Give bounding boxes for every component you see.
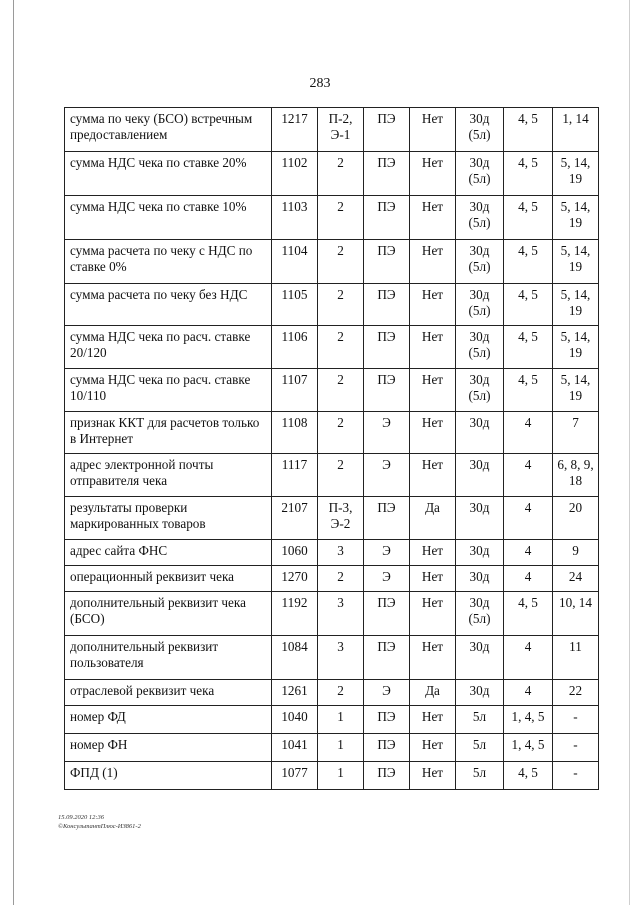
table-row [65, 108, 599, 152]
row-required: Нет [410, 566, 456, 592]
row-form: 2 [318, 566, 364, 592]
row-term: 30д (5л) [456, 284, 504, 326]
row-term: 30д (5л) [456, 152, 504, 196]
row-tag: 1105 [272, 284, 318, 326]
table-row [65, 734, 599, 762]
row-name: отраслевой реквизит чека [65, 680, 272, 706]
row-col7: 22 [553, 680, 599, 706]
row-name: результаты проверки маркированных товаров [65, 497, 272, 540]
row-tag: 1106 [272, 326, 318, 369]
row-col7: 11 [553, 636, 599, 680]
row-required: Нет [410, 734, 456, 762]
row-name: адрес сайта ФНС [65, 540, 272, 566]
row-col6: 4, 5 [504, 284, 553, 326]
row-col7: 1, 14 [553, 108, 599, 152]
row-type: ПЭ [364, 734, 410, 762]
row-col6: 4 [504, 636, 553, 680]
table-row [65, 497, 599, 540]
row-type: ПЭ [364, 497, 410, 540]
row-form: 2 [318, 240, 364, 284]
footer-source: ©КонсультантПлюс-ИЗ861-2 [58, 823, 141, 830]
row-col6: 4 [504, 497, 553, 540]
table-row [65, 706, 599, 734]
row-required: Нет [410, 540, 456, 566]
row-name: сумма НДС чека по расч. ставке 20/120 [65, 326, 272, 369]
row-required: Да [410, 680, 456, 706]
table-row [65, 240, 599, 284]
row-form: 1 [318, 734, 364, 762]
row-form: 2 [318, 196, 364, 240]
row-type: ПЭ [364, 196, 410, 240]
row-name: признак ККТ для расчетов только в Интернет [65, 412, 272, 454]
row-form: П-2, Э-1 [318, 108, 364, 152]
row-tag: 1040 [272, 706, 318, 734]
row-required: Нет [410, 762, 456, 790]
row-tag: 1217 [272, 108, 318, 152]
table-row [65, 284, 599, 326]
row-col7: 5, 14, 19 [553, 326, 599, 369]
row-type: ПЭ [364, 284, 410, 326]
row-form: 2 [318, 454, 364, 497]
table-row [65, 680, 599, 706]
row-type: Э [364, 540, 410, 566]
row-col7: 20 [553, 497, 599, 540]
row-name: сумма расчета по чеку с НДС по ставке 0% [65, 240, 272, 284]
footer-date: 15.09.2020 12:36 [58, 814, 105, 821]
row-form: 1 [318, 706, 364, 734]
row-term: 30д [456, 454, 504, 497]
table-row [65, 566, 599, 592]
row-name: сумма НДС чека по ставке 20% [65, 152, 272, 196]
row-form: 2 [318, 369, 364, 412]
row-tag: 1192 [272, 592, 318, 636]
table-body [65, 108, 599, 790]
row-col6: 4 [504, 540, 553, 566]
row-col6: 4, 5 [504, 196, 553, 240]
row-col7: - [553, 762, 599, 790]
row-tag: 1107 [272, 369, 318, 412]
row-form: 3 [318, 592, 364, 636]
row-type: ПЭ [364, 369, 410, 412]
row-form: 1 [318, 762, 364, 790]
row-required: Нет [410, 240, 456, 284]
row-col6: 4, 5 [504, 762, 553, 790]
row-form: 2 [318, 680, 364, 706]
row-term: 30д (5л) [456, 369, 504, 412]
row-col7: 5, 14, 19 [553, 284, 599, 326]
row-name: дополнительный реквизит пользователя [65, 636, 272, 680]
row-tag: 1261 [272, 680, 318, 706]
row-required: Нет [410, 326, 456, 369]
table-row [65, 454, 599, 497]
row-col7: 7 [553, 412, 599, 454]
row-term: 5л [456, 706, 504, 734]
row-name: дополнительный реквизит чека (БСО) [65, 592, 272, 636]
row-col7: - [553, 706, 599, 734]
row-form: 2 [318, 284, 364, 326]
row-required: Нет [410, 108, 456, 152]
row-type: ПЭ [364, 592, 410, 636]
row-required: Нет [410, 196, 456, 240]
row-col6: 4 [504, 566, 553, 592]
row-col6: 4, 5 [504, 152, 553, 196]
row-type: ПЭ [364, 240, 410, 284]
row-name: ФПД (1) [65, 762, 272, 790]
row-term: 30д [456, 412, 504, 454]
table-row [65, 196, 599, 240]
row-tag: 1103 [272, 196, 318, 240]
row-col6: 4 [504, 412, 553, 454]
row-type: Э [364, 454, 410, 497]
row-name: операционный реквизит чека [65, 566, 272, 592]
table-row [65, 762, 599, 790]
row-type: ПЭ [364, 326, 410, 369]
row-col7: 5, 14, 19 [553, 152, 599, 196]
row-form: П-3, Э-2 [318, 497, 364, 540]
row-col7: 5, 14, 19 [553, 196, 599, 240]
page-number: 283 [309, 76, 331, 91]
row-type: Э [364, 412, 410, 454]
row-col7: 5, 14, 19 [553, 240, 599, 284]
row-col6: 4 [504, 454, 553, 497]
row-col7: 10, 14 [553, 592, 599, 636]
row-col6: 1, 4, 5 [504, 706, 553, 734]
row-form: 2 [318, 412, 364, 454]
row-form: 2 [318, 152, 364, 196]
table-row [65, 412, 599, 454]
row-required: Нет [410, 284, 456, 326]
row-term: 30д [456, 540, 504, 566]
row-col7: 9 [553, 540, 599, 566]
row-tag: 1104 [272, 240, 318, 284]
footer-stamp [58, 813, 141, 831]
sheet-left-edge [13, 0, 14, 905]
row-tag: 1084 [272, 636, 318, 680]
table-row [65, 326, 599, 369]
row-type: Э [364, 680, 410, 706]
row-col6: 4, 5 [504, 369, 553, 412]
row-name: сумма расчета по чеку без НДС [65, 284, 272, 326]
row-name: сумма НДС чека по ставке 10% [65, 196, 272, 240]
row-type: ПЭ [364, 636, 410, 680]
row-required: Нет [410, 706, 456, 734]
row-term: 30д (5л) [456, 196, 504, 240]
row-col7: 24 [553, 566, 599, 592]
row-required: Нет [410, 369, 456, 412]
row-col6: 4, 5 [504, 592, 553, 636]
sheet-right-edge [629, 0, 630, 905]
row-col6: 4, 5 [504, 108, 553, 152]
row-tag: 1060 [272, 540, 318, 566]
table-row [65, 636, 599, 680]
row-required: Нет [410, 636, 456, 680]
row-term: 30д (5л) [456, 592, 504, 636]
row-type: ПЭ [364, 762, 410, 790]
row-term: 5л [456, 762, 504, 790]
row-tag: 1041 [272, 734, 318, 762]
row-required: Нет [410, 412, 456, 454]
row-required: Нет [410, 454, 456, 497]
row-name: номер ФД [65, 706, 272, 734]
table-row [65, 540, 599, 566]
row-term: 30д (5л) [456, 108, 504, 152]
row-type: ПЭ [364, 152, 410, 196]
row-form: 3 [318, 540, 364, 566]
row-type: Э [364, 566, 410, 592]
table-row [65, 369, 599, 412]
row-col6: 4, 5 [504, 240, 553, 284]
row-type: ПЭ [364, 108, 410, 152]
row-col6: 4 [504, 680, 553, 706]
row-col7: - [553, 734, 599, 762]
row-term: 30д [456, 566, 504, 592]
row-required: Нет [410, 152, 456, 196]
row-required: Нет [410, 592, 456, 636]
row-type: ПЭ [364, 706, 410, 734]
row-term: 5л [456, 734, 504, 762]
row-term: 30д [456, 497, 504, 540]
row-name: номер ФН [65, 734, 272, 762]
row-required: Да [410, 497, 456, 540]
row-col6: 1, 4, 5 [504, 734, 553, 762]
row-form: 2 [318, 326, 364, 369]
row-term: 30д (5л) [456, 240, 504, 284]
row-term: 30д [456, 680, 504, 706]
row-name: адрес электронной почты отправителя чека [65, 454, 272, 497]
row-tag: 1077 [272, 762, 318, 790]
row-tag: 2107 [272, 497, 318, 540]
row-form: 3 [318, 636, 364, 680]
row-term: 30д [456, 636, 504, 680]
row-tag: 1102 [272, 152, 318, 196]
row-term: 30д (5л) [456, 326, 504, 369]
row-tag: 1270 [272, 566, 318, 592]
table-row [65, 152, 599, 196]
row-col7: 6, 8, 9, 18 [553, 454, 599, 497]
requisites-table [64, 107, 599, 790]
row-name: сумма НДС чека по расч. ставке 10/110 [65, 369, 272, 412]
row-name: сумма по чеку (БСО) встречным предоставлением [65, 108, 272, 152]
row-tag: 1108 [272, 412, 318, 454]
row-col7: 5, 14, 19 [553, 369, 599, 412]
row-col6: 4, 5 [504, 326, 553, 369]
table-row [65, 592, 599, 636]
row-tag: 1117 [272, 454, 318, 497]
